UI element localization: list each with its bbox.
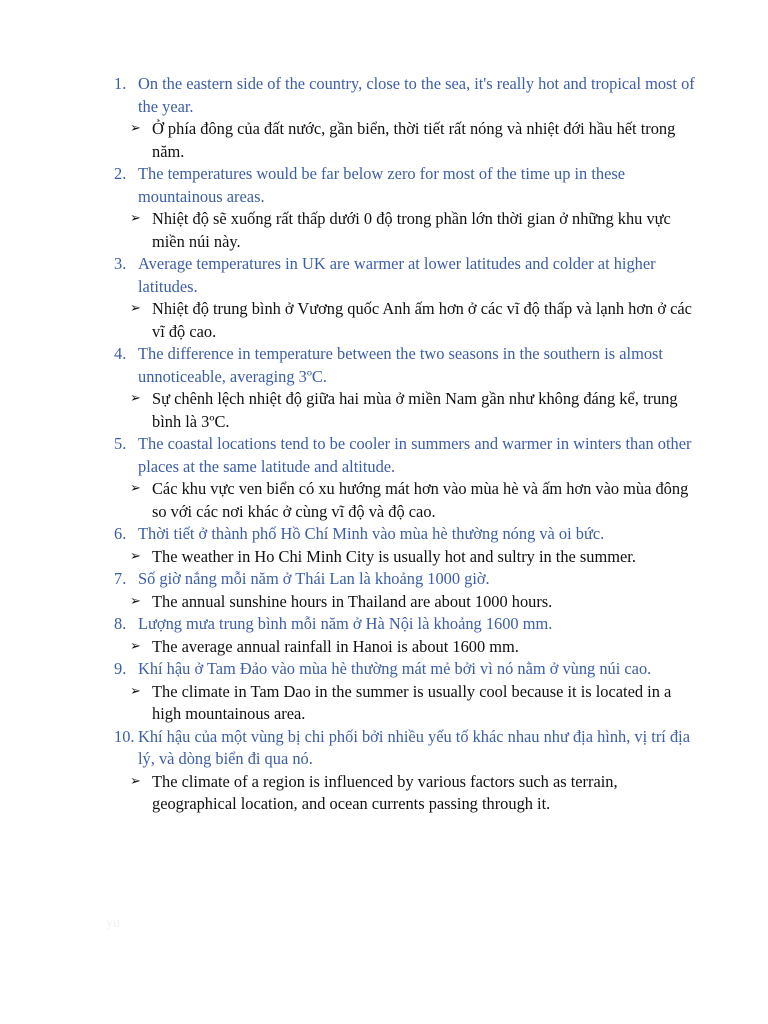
list-item-3 bbox=[0, 253, 768, 343]
answer-text: The average annual rainfall in Hanoi is about 1600 mm. bbox=[152, 636, 519, 656]
question-text: The coastal locations tend to be cooler in summers and warmer in winters than other places at the same latitude and altitude. bbox=[138, 434, 692, 476]
question-row bbox=[0, 343, 768, 388]
question-row bbox=[0, 73, 768, 118]
list-item-6 bbox=[0, 523, 768, 568]
question-text: Khí hậu của một vùng bị chi phối bởi nhiều yếu tố khác nhau như địa hình, vị trí địa lý, và dòng biển đi qua nó. bbox=[138, 726, 690, 768]
list-item-7 bbox=[0, 568, 768, 613]
answer-row bbox=[0, 478, 768, 523]
question-text: Average temperatures in UK are warmer at lower latitudes and colder at higher latitudes. bbox=[138, 254, 656, 296]
answer-text: The annual sunshine hours in Thailand are about 1000 hours. bbox=[152, 591, 553, 611]
answer-text: Nhiệt độ trung bình ở Vương quốc Anh ấm hơn ở các vĩ độ thấp và lạnh hơn ở các vĩ độ cao. bbox=[152, 299, 692, 341]
item-number: 2. bbox=[114, 164, 127, 183]
answer-text: The climate of a region is influenced by various factors such as terrain, geographical location, and ocean currents passing through it. bbox=[152, 771, 618, 813]
question-text: On the eastern side of the country, close to the sea, it's really hot and tropical most of the year. bbox=[138, 74, 695, 116]
arrowhead-bullet-icon: ➢ bbox=[130, 683, 141, 699]
list-item-10 bbox=[0, 726, 768, 816]
arrowhead-bullet-icon: ➢ bbox=[130, 391, 141, 406]
question-row bbox=[0, 253, 768, 298]
answer-row bbox=[0, 298, 768, 343]
watermark-text: yu bbox=[106, 916, 120, 931]
answer-row bbox=[0, 388, 768, 433]
item-number: 5. bbox=[114, 434, 127, 453]
answer-row bbox=[0, 118, 768, 163]
question-text: Lượng mưa trung bình mỗi năm ở Hà Nội là khoảng 1600 mm. bbox=[138, 614, 553, 633]
question-text: Thời tiết ở thành phố Hồ Chí Minh vào mùa hè thường nóng và oi bức. bbox=[138, 524, 605, 543]
question-row bbox=[0, 568, 768, 591]
answer-text: Ở phía đông của đất nước, gần biển, thời tiết rất nóng và nhiệt đới hầu hết trong năm. bbox=[152, 119, 676, 161]
list-item-9 bbox=[0, 658, 768, 726]
question-text: The difference in temperature between the two seasons in the southern is almost unnoticeable, averaging 3ºC. bbox=[138, 344, 663, 386]
answer-text: Sự chênh lệch nhiệt độ giữa hai mùa ở miền Nam gần như không đáng kể, trung bình là 3ºC. bbox=[152, 389, 678, 431]
item-number: 3. bbox=[114, 254, 127, 273]
arrowhead-bullet-icon: ➢ bbox=[130, 301, 141, 316]
answer-row bbox=[0, 636, 768, 659]
list-item-1 bbox=[0, 73, 768, 163]
arrowhead-bullet-icon: ➢ bbox=[130, 548, 141, 564]
arrowhead-bullet-icon: ➢ bbox=[130, 481, 141, 496]
question-row bbox=[0, 613, 768, 636]
item-number: 9. bbox=[114, 659, 127, 678]
answer-text: Nhiệt độ sẽ xuống rất thấp dưới 0 độ trong phần lớn thời gian ở những khu vực miền núi này. bbox=[152, 209, 671, 251]
answer-text: The weather in Ho Chi Minh City is usually hot and sultry in the summer. bbox=[152, 546, 636, 566]
question-row bbox=[0, 163, 768, 208]
item-number: 7. bbox=[114, 569, 127, 588]
item-number: 4. bbox=[114, 344, 127, 363]
list-item-5 bbox=[0, 433, 768, 523]
arrowhead-bullet-icon: ➢ bbox=[130, 593, 141, 609]
list-item-8 bbox=[0, 613, 768, 658]
exercise-list bbox=[0, 73, 768, 816]
arrowhead-bullet-icon: ➢ bbox=[130, 121, 141, 136]
item-number: 8. bbox=[114, 614, 127, 633]
arrowhead-bullet-icon: ➢ bbox=[130, 638, 141, 654]
question-row bbox=[0, 658, 768, 681]
answer-text: Các khu vực ven biển có xu hướng mát hơn vào mùa hè và ấm hơn vào mùa đông so với các nơi khác ở cùng vĩ độ và độ cao. bbox=[152, 479, 689, 521]
question-row bbox=[0, 523, 768, 546]
question-row bbox=[0, 726, 768, 771]
answer-row bbox=[0, 546, 768, 569]
question-row bbox=[0, 433, 768, 478]
answer-text: The climate in Tam Dao in the summer is usually cool because it is located in a high mountainous area. bbox=[152, 681, 672, 723]
answer-row bbox=[0, 681, 768, 726]
item-number: 10. bbox=[114, 726, 135, 746]
answer-row bbox=[0, 208, 768, 253]
question-text: Khí hậu ở Tam Đảo vào mùa hè thường mát mẻ bởi vì nó nằm ở vùng núi cao. bbox=[138, 659, 652, 678]
item-number: 6. bbox=[114, 524, 127, 543]
item-number: 1. bbox=[114, 74, 127, 93]
arrowhead-bullet-icon: ➢ bbox=[130, 773, 141, 789]
question-text: Số giờ nắng mỗi năm ở Thái Lan là khoảng 1000 giờ. bbox=[138, 569, 490, 588]
answer-row bbox=[0, 771, 768, 816]
list-item-2 bbox=[0, 163, 768, 253]
arrowhead-bullet-icon: ➢ bbox=[130, 211, 141, 226]
list-item-4 bbox=[0, 343, 768, 433]
question-text: The temperatures would be far below zero for most of the time up in these mountainous areas. bbox=[138, 164, 626, 206]
answer-row bbox=[0, 591, 768, 614]
